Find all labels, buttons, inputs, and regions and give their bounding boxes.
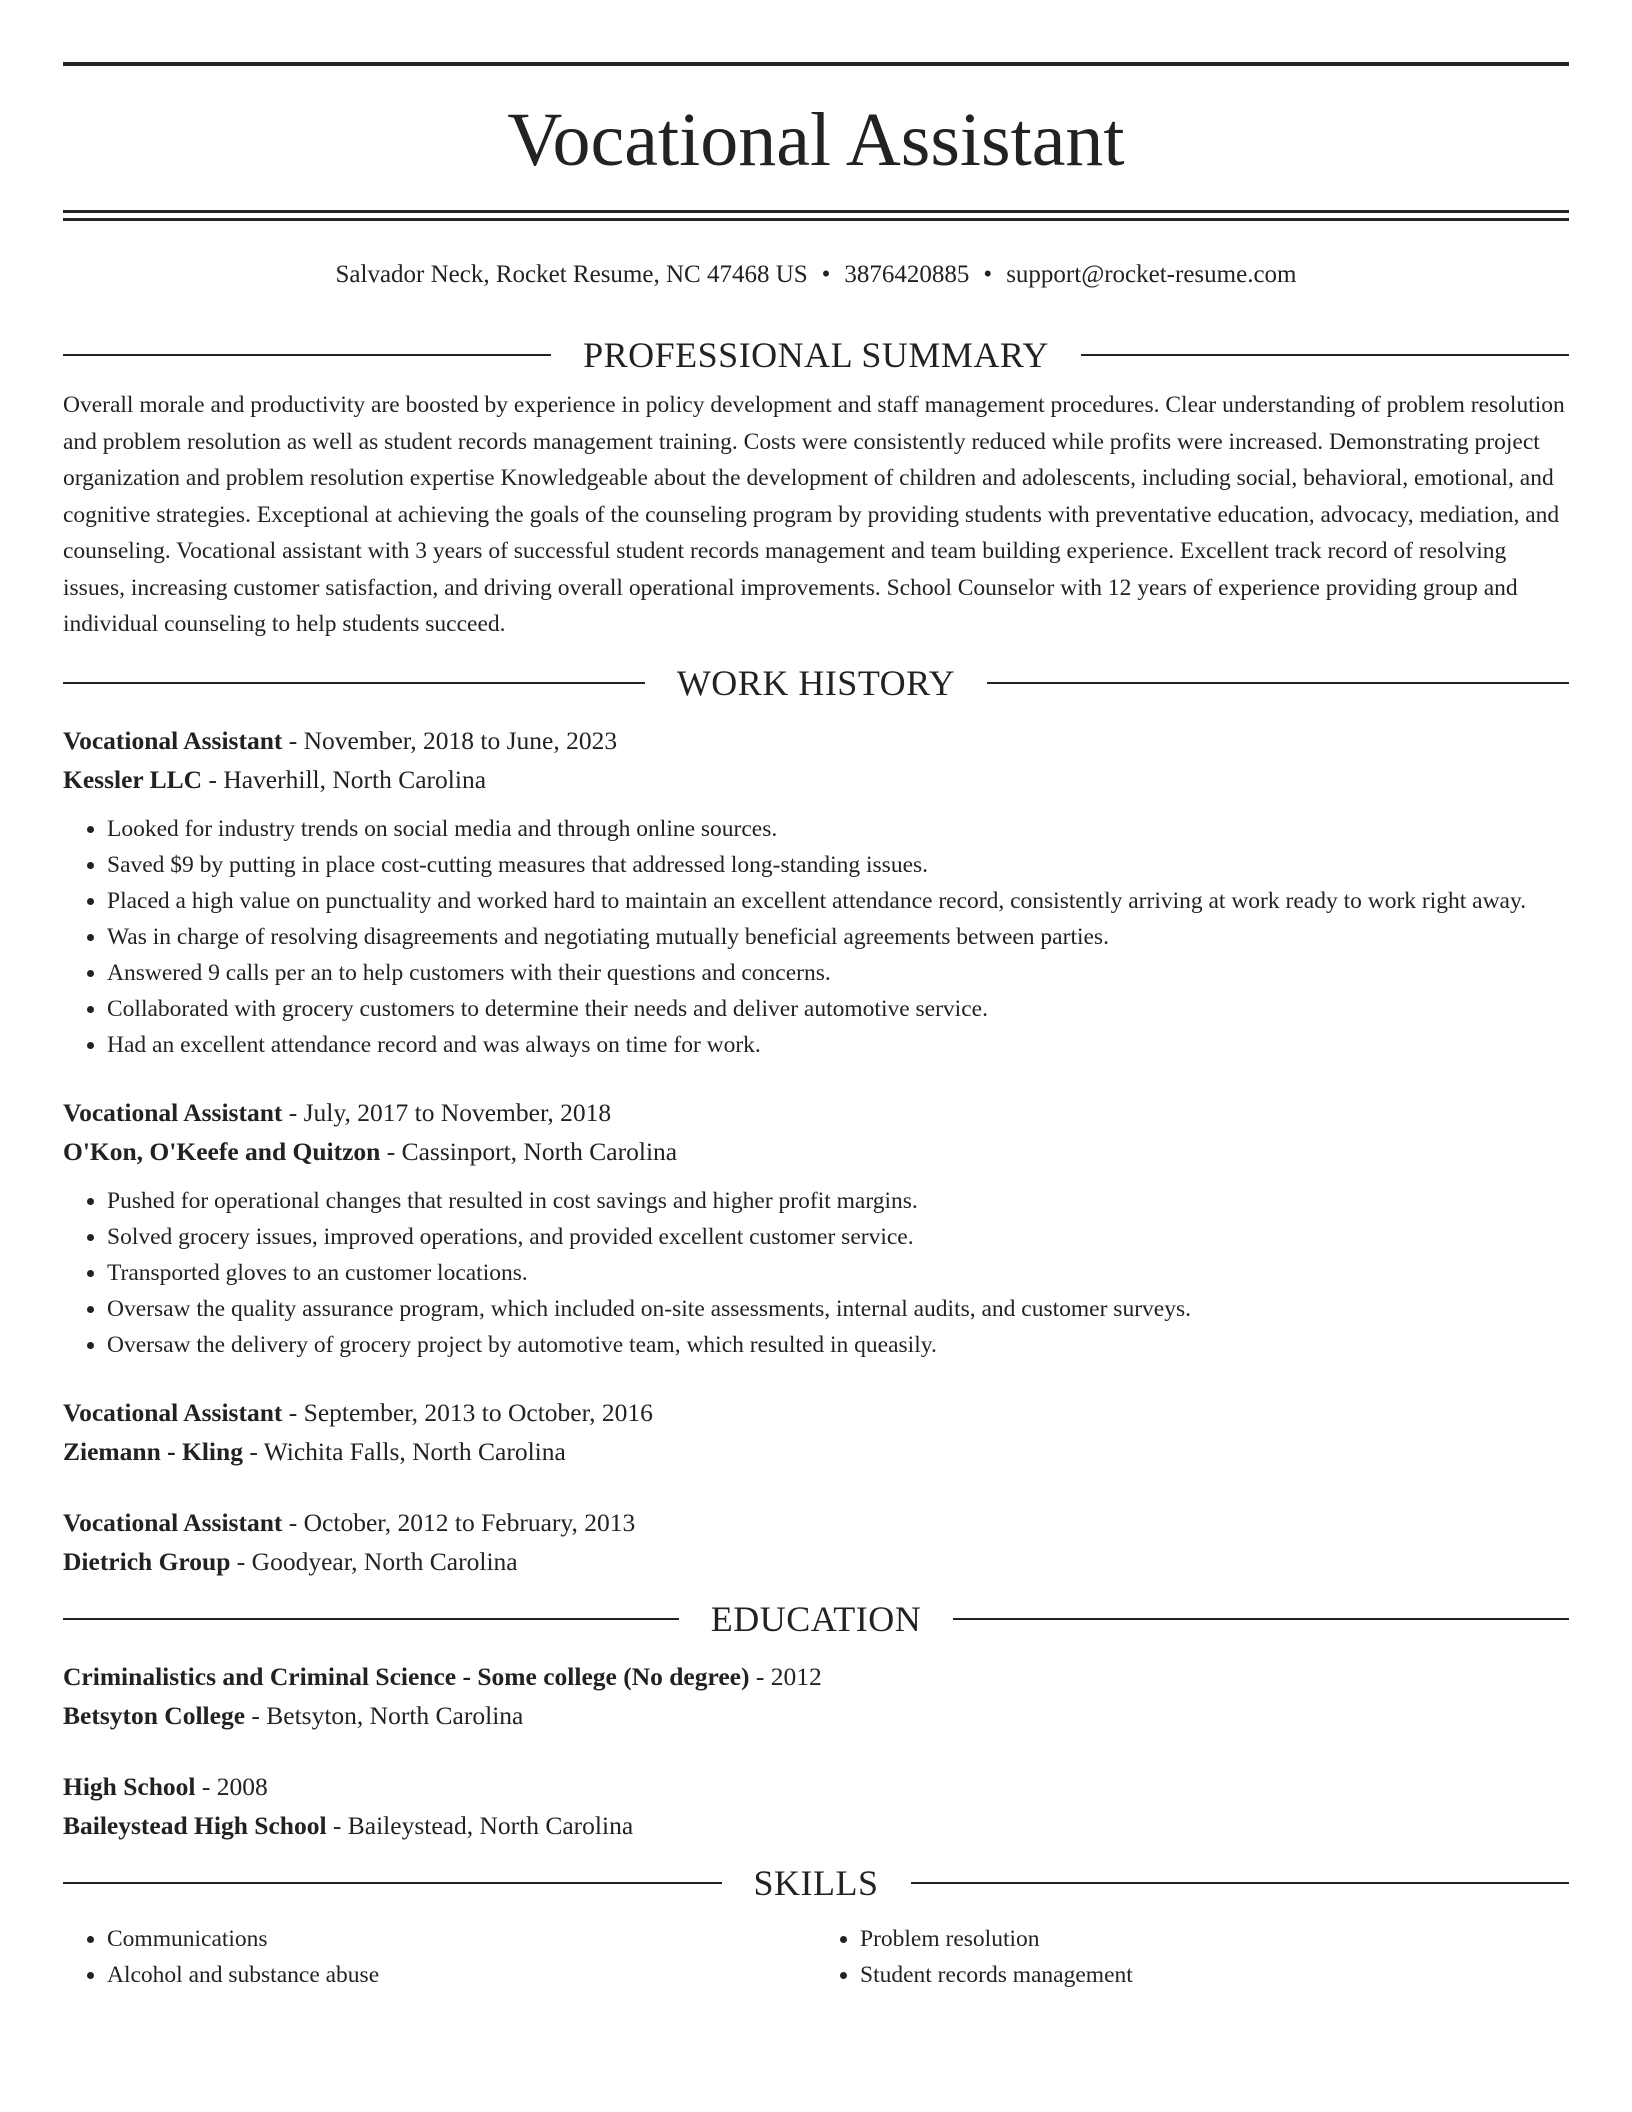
skills-heading (63, 1857, 1569, 1909)
job-bullet: • Looked for industry trends on social media and through online sources. (107, 811, 1569, 847)
job-company: Ziemann - Kling (63, 1436, 243, 1466)
job-title-line (63, 1093, 1569, 1132)
job-company-line (63, 760, 1569, 799)
contact-separator: • (821, 261, 831, 288)
skill-item: • Alcohol and substance abuse (107, 1957, 816, 1993)
skill-item: • Communications (107, 1921, 816, 1957)
job-dates: - September, 2013 to October, 2016 (282, 1397, 653, 1427)
heading-rule-right (953, 1618, 1569, 1620)
job-bullet: • Pushed for operational changes that resulted in cost savings and higher profit margins. (107, 1183, 1569, 1219)
job-company: Dietrich Group (63, 1546, 231, 1576)
degree-year: - 2012 (749, 1661, 822, 1691)
heading-rule-right (1081, 354, 1569, 356)
job-entry (63, 1093, 1569, 1363)
job-bullet: • Transported gloves to an customer locations. (107, 1255, 1569, 1291)
summary-paragraph: Overall morale and productivity are boosted by experience in policy development and staff management procedures. Clear understanding of problem resolution and problem resolution as well as student records management training. Costs were consistently reduced while profits were increased. Demonstrating project organization and problem resolution expertise Knowledgeable about the development of children and adolescents, including social, behavioral, emotional, and cognitive strategies. Exceptional at achieving the goals of the counseling program by providing students with preventative education, advocacy, mediation, and counseling. Vocational assistant with 3 years of successful student records management and team building experience. Excellent track record of resolving issues, increasing customer satisfaction, and driving overall operational improvements. School Counselor with 12 years of experience providing group and individual counseling to help students succeed. (63, 392, 1565, 637)
job-bullet: • Had an excellent attendance record and was always on time for work. (107, 1027, 1569, 1063)
job-company-line (63, 1132, 1569, 1171)
job-bullet: • Saved $9 by putting in place cost-cutting measures that addressed long-standing issues. (107, 847, 1569, 883)
job-entry (63, 721, 1569, 1063)
school-name: Baileystead High School (63, 1810, 327, 1840)
school-line (63, 1806, 1569, 1845)
contact-separator: • (983, 261, 993, 288)
job-title-line (63, 721, 1569, 760)
school-line (63, 1696, 1569, 1735)
heading-rule-right (911, 1882, 1570, 1884)
degree-name: Criminalistics and Criminal Science - Some college (No degree) (63, 1661, 750, 1691)
skill-item: • Problem resolution (860, 1921, 1569, 1957)
job-title: Vocational Assistant (63, 1097, 283, 1127)
job-entry (63, 1393, 1569, 1471)
job-location: - Cassinport, North Carolina (380, 1136, 678, 1166)
degree-year: - 2008 (195, 1771, 268, 1801)
job-bullet: • Placed a high value on punctuality and worked hard to maintain an excellent attendance record, consistently arriving at work ready to work right away. (107, 883, 1569, 919)
education-heading-label: EDUCATION (710, 1598, 922, 1639)
school-location: - Baileystead, North Carolina (326, 1810, 634, 1840)
contact-email: support@rocket-resume.com (1006, 261, 1297, 288)
school-name: Betsyton College (63, 1700, 246, 1730)
job-title: Vocational Assistant (63, 1507, 283, 1537)
job-company: Kessler LLC (63, 764, 203, 794)
job-company-line (63, 1542, 1569, 1581)
job-bullet: • Collaborated with grocery customers to determine their needs and deliver automotive service. (107, 991, 1569, 1027)
degree-line (63, 1657, 1569, 1696)
skills-heading-label: SKILLS (753, 1862, 879, 1903)
job-dates: - July, 2017 to November, 2018 (282, 1097, 612, 1127)
skill-item: • Student records management (860, 1957, 1569, 1993)
job-bullet: • Solved grocery issues, improved operations, and provided excellent customer service. (107, 1219, 1569, 1255)
job-company: O'Kon, O'Keefe and Quitzon (63, 1136, 381, 1166)
heading-rule-left (63, 1618, 679, 1620)
education-entry (63, 1657, 1569, 1735)
job-dates: - November, 2018 to June, 2023 (282, 725, 618, 755)
work-history-heading-label: WORK HISTORY (676, 662, 956, 703)
contact-phone: 3876420885 (844, 261, 970, 288)
job-location: - Goodyear, North Carolina (230, 1546, 518, 1576)
job-bullet: • Oversaw the quality assurance program, which included on-site assessments, internal audits, and customer surveys. (107, 1291, 1569, 1327)
document-title: Vocational Assistant (507, 98, 1125, 182)
job-bullets (63, 811, 1569, 1063)
work-history-heading (63, 657, 1569, 709)
skills-column-right (816, 1921, 1569, 1993)
resume-header (63, 0, 1569, 293)
job-entry (63, 1503, 1569, 1581)
title-double-rule (63, 210, 1569, 221)
job-bullet: • Answered 9 calls per an to help customers with their questions and concerns. (107, 955, 1569, 991)
skills-column-left (63, 1921, 816, 1993)
heading-rule-left (63, 354, 551, 356)
heading-rule-right (987, 682, 1569, 684)
degree-name: High School (63, 1771, 196, 1801)
job-location: - Haverhill, North Carolina (202, 764, 487, 794)
job-title-line (63, 1393, 1569, 1432)
summary-heading (63, 329, 1569, 381)
job-bullet: • Oversaw the delivery of grocery project by automotive team, which resulted in queasily. (107, 1327, 1569, 1363)
heading-rule-left (63, 1882, 722, 1884)
education-entry (63, 1767, 1569, 1845)
contact-line (63, 257, 1569, 293)
contact-address: Salvador Neck, Rocket Resume, NC 47468 US (335, 261, 808, 288)
skills-grid (63, 1921, 1569, 1993)
job-title: Vocational Assistant (63, 1397, 283, 1427)
school-location: - Betsyton, North Carolina (245, 1700, 524, 1730)
heading-rule-left (63, 682, 645, 684)
job-location: - Wichita Falls, North Carolina (242, 1436, 566, 1466)
degree-line (63, 1767, 1569, 1806)
job-company-line (63, 1432, 1569, 1471)
summary-heading-label: PROFESSIONAL SUMMARY (583, 335, 1049, 375)
job-title: Vocational Assistant (63, 725, 283, 755)
job-bullets (63, 1183, 1569, 1363)
job-dates: - October, 2012 to February, 2013 (282, 1507, 636, 1537)
job-bullet: • Was in charge of resolving disagreements and negotiating mutually beneficial agreements between parties. (107, 919, 1569, 955)
job-title-line (63, 1503, 1569, 1542)
education-heading (63, 1593, 1569, 1645)
